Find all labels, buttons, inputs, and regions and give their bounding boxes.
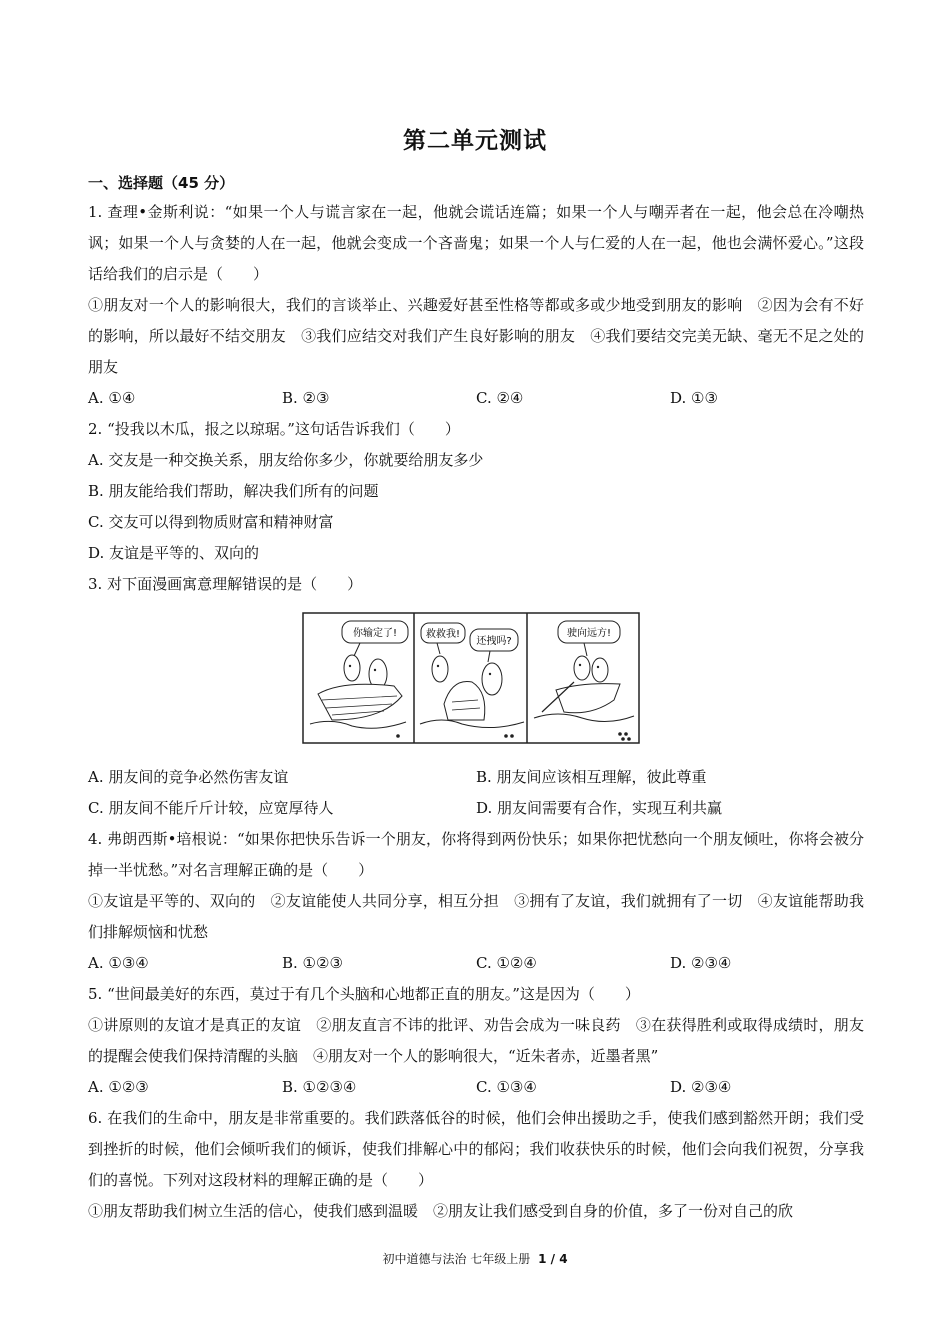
option-a: A. 交友是一种交换关系，朋友给你多少，你就要给朋友多少 — [88, 451, 484, 469]
option-d: D. ②③④ — [670, 1078, 732, 1096]
option-a: A. 朋友间的竞争必然伤害友谊 — [88, 768, 289, 786]
option-b: B. ②③ — [282, 389, 330, 407]
question-5-options — [88, 1072, 864, 1103]
question-3-options-row-2 — [88, 793, 864, 824]
option-c: C. ②④ — [476, 389, 524, 407]
question-2-stem: 2. “投我以木瓜，报之以琼琚。”这句话告诉我们（ ） — [88, 420, 460, 438]
option-a: A. ①④ — [88, 389, 136, 407]
option-c: C. ①③④ — [476, 1078, 537, 1096]
question-6-stem: 6. 在我们的生命中，朋友是非常重要的。我们跌落低谷的时候，他们会伸出援助之手，使我们感到豁然开朗；我们受到挫折的时候，他们会倾听我们的倾诉，使我们排解心中的郁闷；我们收获快乐的时候，他们会向我们祝贺，分享我们的喜悦。下列对这段材料的理解正确的是（ ） — [88, 1109, 864, 1189]
option-b: B. ①②③ — [282, 954, 343, 972]
option-c: C. 交友可以得到物质财富和精神财富 — [88, 513, 334, 531]
option-c: C. ①②④ — [476, 954, 537, 972]
speech-bubble-3: 还拽吗? — [476, 636, 512, 647]
question-6-statements: ①朋友帮助我们树立生活的信心，使我们感到温暖 ②朋友让我们感受到自身的价值，多了一份对自己的欣 — [88, 1202, 794, 1220]
option-d: D. ①③ — [670, 389, 718, 407]
page-footer — [0, 1250, 950, 1267]
option-b: B. 朋友间应该相互理解，彼此尊重 — [476, 768, 707, 786]
question-1-stem: 1. 查理•金斯利说：“如果一个人与谎言家在一起，他就会谎话连篇；如果一个人与嘲弄者在一起，他会总在冷嘲热讽；如果一个人与贪婪的人在一起，他就会变成一个吝啬鬼；如果一个人与仁爱的人在一起，他也会满怀爱心。”这段话给我们的启示是（ ） — [88, 203, 864, 283]
question-4-stem: 4. 弗朗西斯•培根说：“如果你把快乐告诉一个朋友，你将得到两份快乐；如果你把忧愁向一个朋友倾吐，你将会被分掉一半忧愁。”对名言理解正确的是（ ） — [88, 830, 864, 879]
question-list — [88, 197, 864, 1227]
question-3-options-row-1 — [88, 762, 864, 793]
option-c: C. 朋友间不能斤斤计较，应宽厚待人 — [88, 799, 334, 817]
question-1-statements: ①朋友对一个人的影响很大，我们的言谈举止、兴趣爱好甚至性格等都或多或少地受到朋友的影响 ②因为会有不好的影响，所以最好不结交朋友 ③我们应结交对我们产生良好影响的朋友 ④我们要结交完美无缺、毫无不足之处的朋友 — [88, 296, 864, 376]
footer-text: 初中道德与法治 七年级上册 — [382, 1252, 531, 1266]
option-d: D. 朋友间需要有合作，实现互利共赢 — [476, 799, 723, 817]
comic-strip — [302, 612, 640, 744]
section-heading: 一、选择题（45 分） — [88, 174, 235, 192]
page-title: 第二单元测试 — [403, 128, 547, 154]
question-5-stem: 5. “世间最美好的东西，莫过于有几个头脑和心地都正直的朋友。”这是因为（ ） — [88, 985, 640, 1003]
option-b: B. ①②③④ — [282, 1078, 357, 1096]
page-number: 1 / 4 — [538, 1252, 568, 1266]
speech-bubble-1: 你输定了! — [352, 628, 398, 639]
question-4-statements: ①友谊是平等的、双向的 ②友谊能使人共同分享，相互分担 ③拥有了友谊，我们就拥有了一切 ④友谊能帮助我们排解烦恼和忧愁 — [88, 892, 864, 941]
question-5-statements: ①讲原则的友谊才是真正的友谊 ②朋友直言不讳的批评、劝告会成为一味良药 ③在获得胜利或取得成绩时，朋友的提醒会使我们保持清醒的头脑 ④朋友对一个人的影响很大，“近朱者赤，近墨者黑” — [88, 1016, 864, 1065]
question-1-options — [88, 383, 864, 414]
cartoon-figure — [88, 606, 864, 762]
speech-bubble-4: 驶向远方! — [566, 628, 612, 639]
option-b: B. 朋友能给我们帮助，解决我们所有的问题 — [88, 482, 379, 500]
question-3-stem: 3. 对下面漫画寓意理解错误的是（ ） — [88, 575, 363, 593]
option-d: D. 友谊是平等的、双向的 — [88, 544, 260, 562]
option-d: D. ②③④ — [670, 954, 732, 972]
option-a: A. ①②③ — [88, 1078, 149, 1096]
question-4-options — [88, 948, 864, 979]
speech-bubble-2: 救救我! — [425, 629, 461, 640]
option-a: A. ①③④ — [88, 954, 149, 972]
